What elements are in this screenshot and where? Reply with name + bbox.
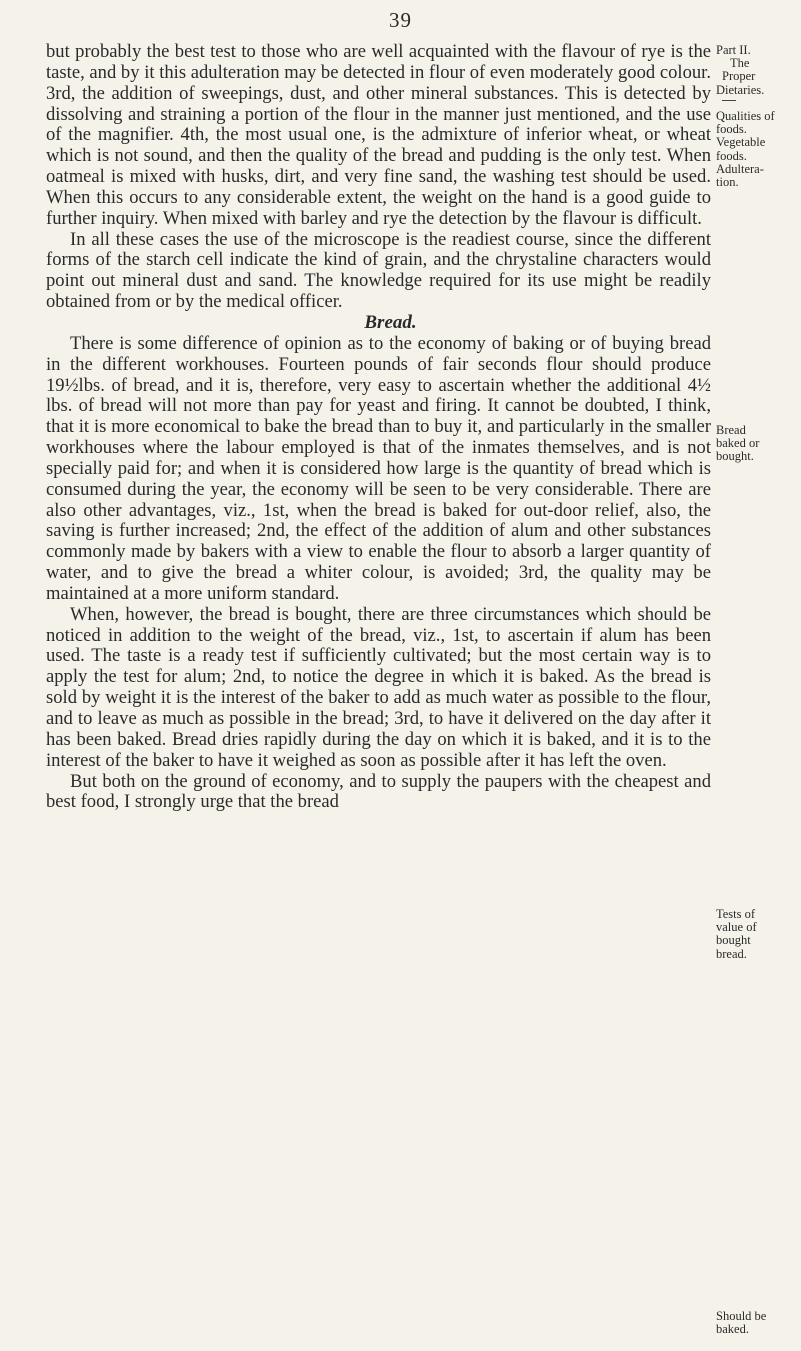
margin-note-line: Bread — [716, 423, 746, 437]
margin-note-line: baked. — [716, 1322, 749, 1337]
margin-note-line: bought. — [716, 449, 754, 464]
margin-note-line: value of — [716, 920, 757, 935]
margin-note-line: Vegetable — [716, 135, 766, 150]
margin-note-line: bought — [716, 933, 751, 948]
margin-note-line: foods. — [716, 122, 747, 137]
margin-note-line: Adultera- — [716, 161, 764, 176]
page-number: 39 — [389, 8, 412, 32]
margin-note-line: foods. — [716, 148, 747, 163]
margin-note-line: Dietaries. — [716, 82, 765, 97]
margin-note-part — [716, 44, 801, 105]
margin-note-should — [716, 1310, 801, 1336]
section-heading: Bread. — [364, 311, 417, 333]
paragraph: There is some difference of opinion as to the economy of baking or of buying bread in the different workhouses. Fourteen pounds of fair seconds flour should produce 19½lbs. of bread, and it is, therefore, very easy to ascertain whether the additional 4½ lbs. of bread will not more than pay for yeast and firing. It cannot be doubted, I think, that it is more economical to bake the bread than to buy it, and particularly in the smaller workhouses where the labour employed is that of the inmates themselves, and is not specially paid for; and when it is considered how large is the quantity of bread which is consumed during the year, the economy will be seen to be very considerable. There are also other advantages, viz., 1st, when the bread is baked for out-door relief, also, the saving is further increased; 2nd, the effect of the addition of alum and other substances commonly made by bakers with a view to enable the flour to absorb a larger quantity of water, and to give the bread a whiter colour, is avoided; 3rd, the quality may be maintained at a more uniform standard. — [46, 332, 711, 604]
margin-note-line: baked or — [716, 436, 760, 451]
margin-note-qualities — [716, 110, 801, 189]
divider — [722, 100, 736, 101]
margin-note-line: Part II. — [716, 43, 751, 57]
margin-note-line: Tests of — [716, 907, 756, 921]
paragraph: But both on the ground of economy, and to supply the paupers with the cheapest and best food, I strongly urge that the bread — [46, 770, 711, 813]
margin-note-line: Proper — [722, 69, 756, 84]
margin-note-line: Should be — [716, 1309, 767, 1323]
paragraph: but probably the best test to those who are well acquainted with the flavour of rye is the taste, and by it this adulteration may be detected in flour of even moderately good colour. 3rd, the addition of sweepings, dust, and other mineral substances. This is detected by dissolving and straining a portion of the flour in the manner just mentioned, and the use of the magnifier. 4th, the most usual one, is the admixture of inferior wheat, or wheat which is not sound, and then the quality of the bread and pudding is the only test. When oatmeal is mixed with husks, dirt, and very fine sand, the washing test should be used. When this occurs to any considerable extent, the weight on the hand is a good guide to further inquiry. When mixed with barley and rye the detection by the flavour is difficult. — [46, 41, 711, 229]
margin-note-tests — [716, 908, 801, 961]
main-text — [46, 42, 711, 813]
paragraph: When, however, the bread is bought, there are three circumstances which should be noticed in addition to the weight of the bread, viz., 1st, to ascertain if alum has been used. The taste is a ready test if sufficiently cultivated; but the most certain way is to apply the test for alum; 2nd, to notice the degree in which it is baked. As the bread is sold by weight it is the interest of the baker to add as much water as possible to the flour, and to leave as much as possible in the bread; 3rd, to have it delivered on the day after it has been baked. Bread dries rapidly during the day on which it is baked, and it is to the interest of the baker to have it weighed as soon as possible after it has left the oven. — [46, 603, 711, 771]
margin-note-line: bread. — [716, 946, 747, 961]
margin-note-line: Qualities of — [716, 109, 775, 123]
margin-note-line: The — [730, 56, 750, 71]
margin-note-bread — [716, 424, 801, 464]
paragraph: In all these cases the use of the microscope is the readiest course, since the different forms of the starch cell indicate the kind of grain, and the chrystaline characters would point out mineral dust and sand. The knowledge required for its use might be readily obtained from or by the medical officer. — [46, 228, 711, 313]
margin-note-line: tion. — [716, 175, 739, 190]
